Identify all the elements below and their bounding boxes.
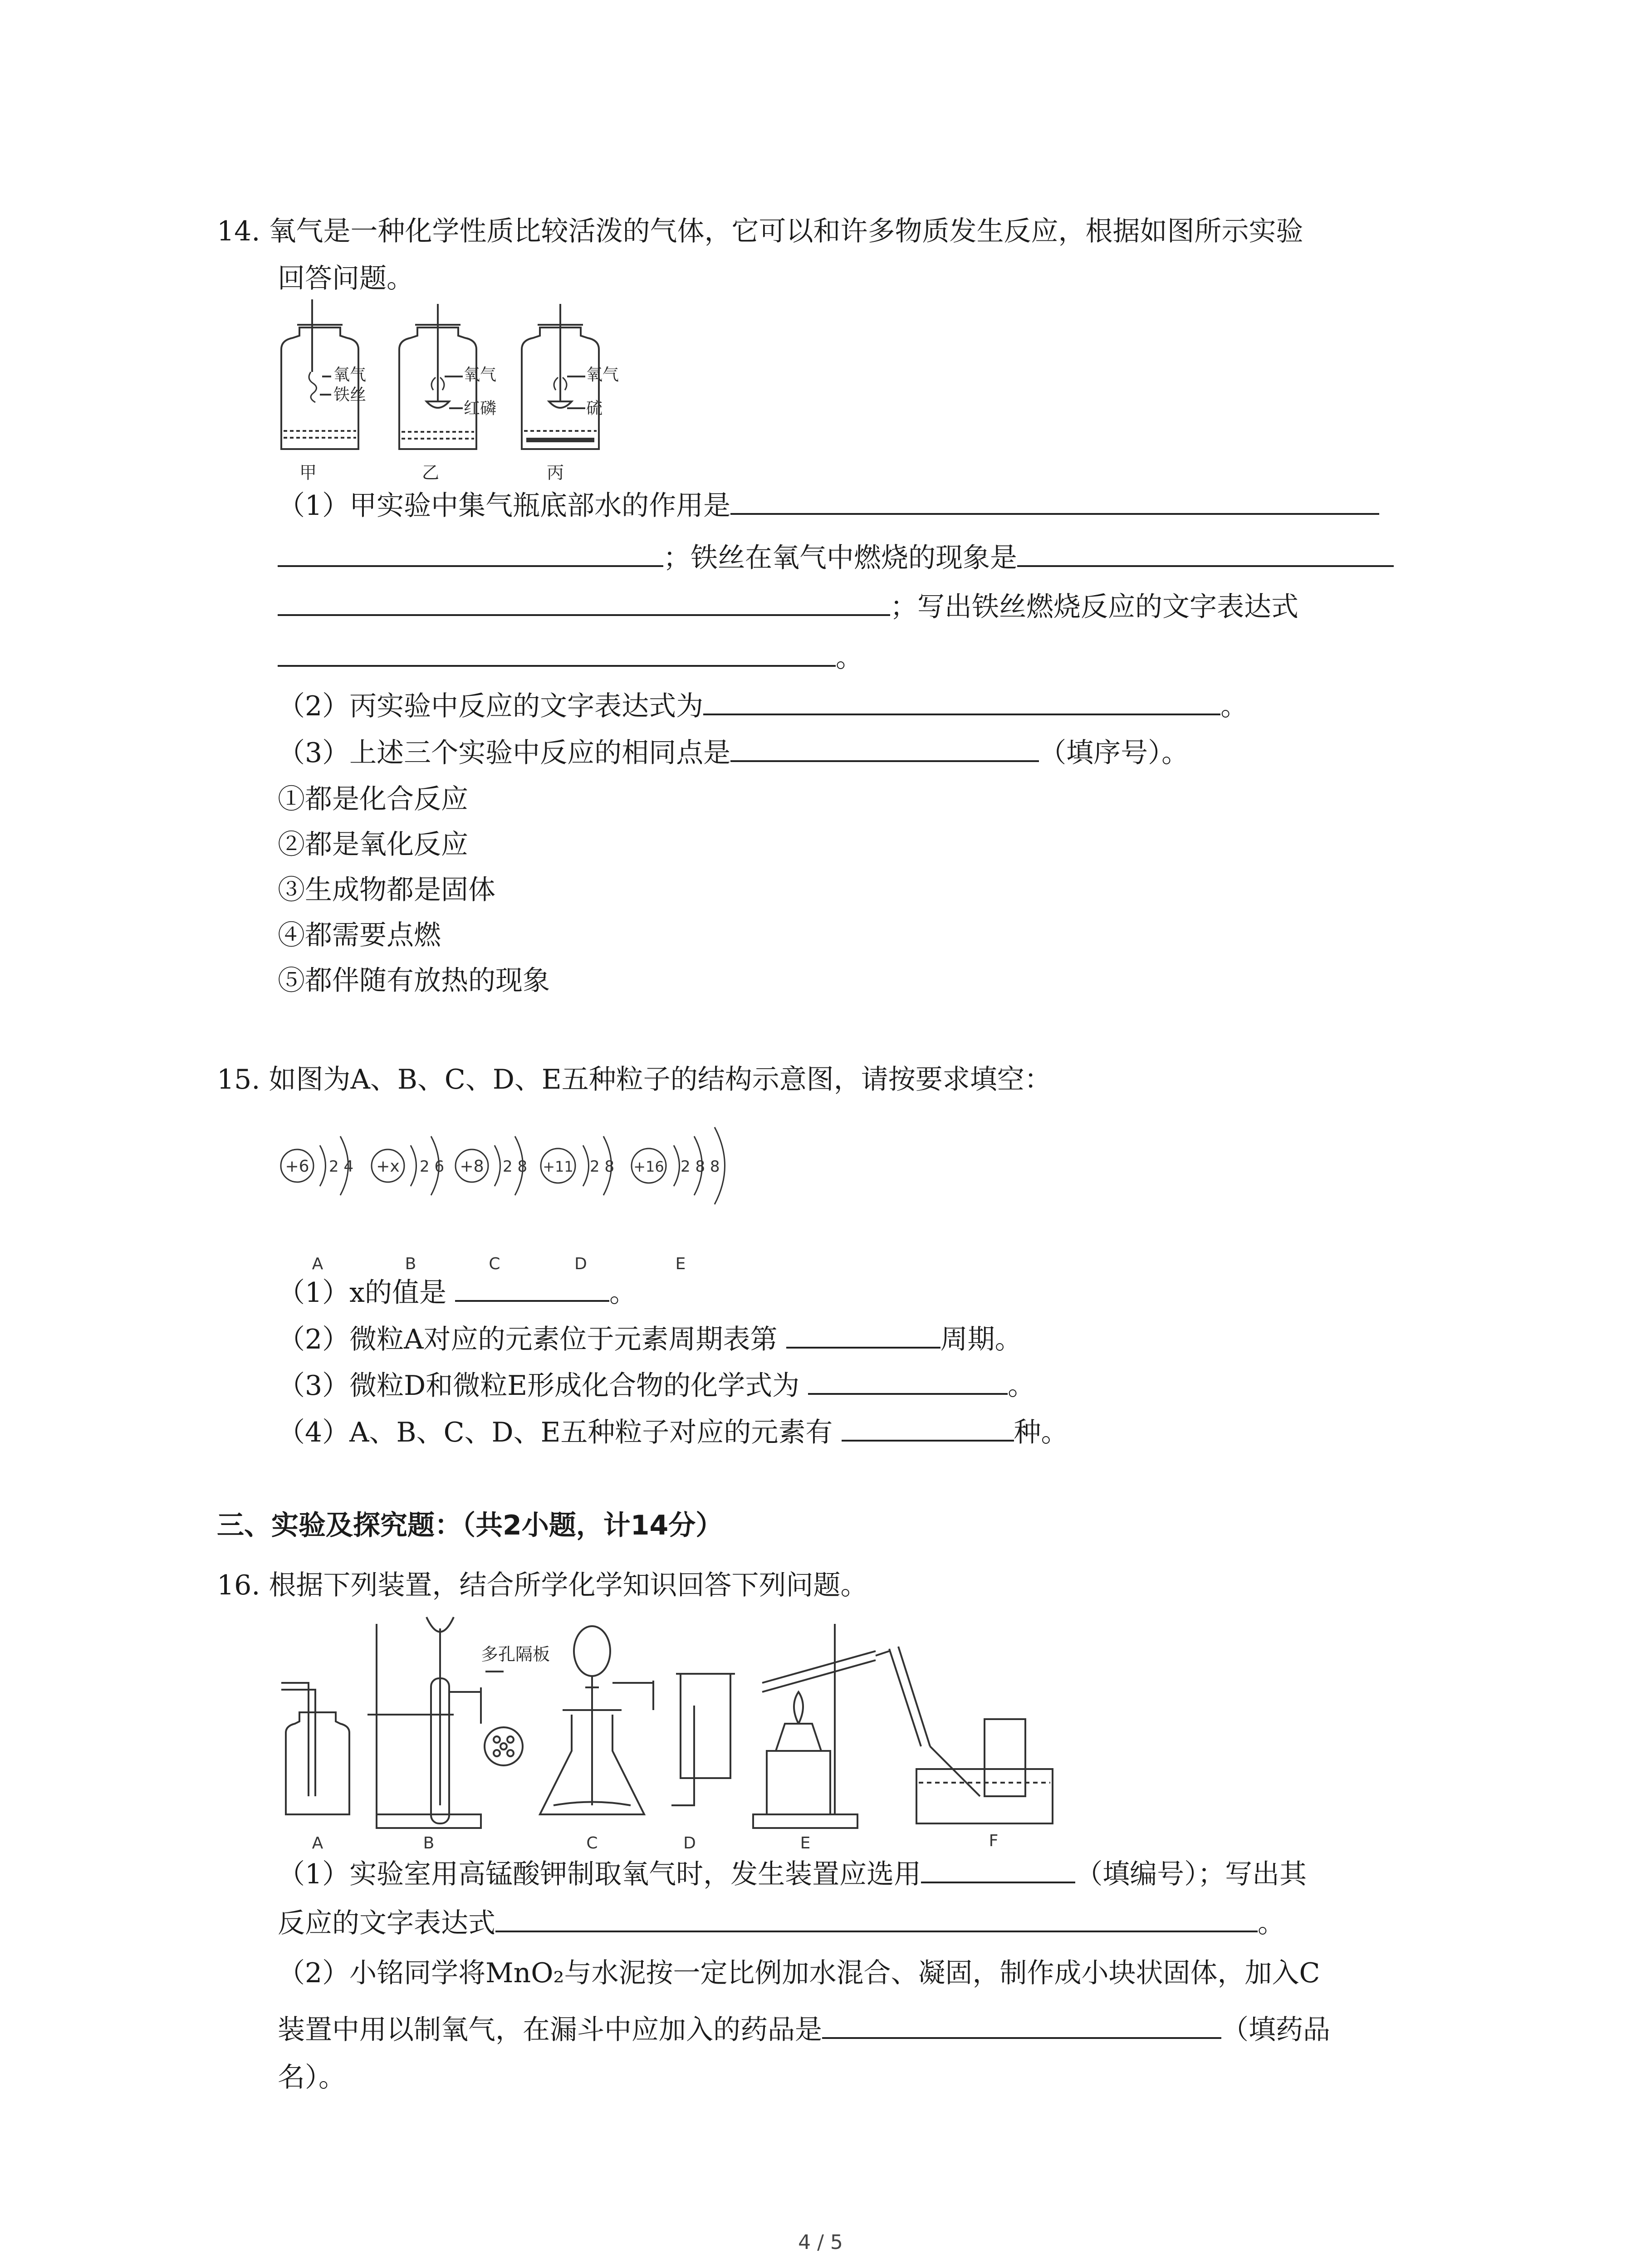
q14-part2-period: 。 bbox=[1220, 690, 1248, 722]
yi-oxygen-label: 氧气 bbox=[464, 366, 497, 384]
particle-b-nucleus: +x bbox=[376, 1157, 400, 1176]
particle-e-nucleus: +16 bbox=[633, 1158, 664, 1175]
apparatus-b-label: B bbox=[423, 1834, 435, 1853]
apparatus-c-label: C bbox=[586, 1834, 598, 1853]
particle-e-shells: 2 8 8 bbox=[681, 1158, 720, 1176]
particle-c-label: C bbox=[489, 1255, 500, 1273]
particle-a-label: A bbox=[312, 1255, 323, 1273]
q14-part2-text: （2）丙实验中反应的文字表达式为 bbox=[278, 690, 704, 722]
q14-part1-line1 bbox=[278, 488, 1379, 524]
q16-apparatus-figure bbox=[272, 1615, 1066, 1855]
caption-yi: 乙 bbox=[422, 463, 440, 481]
q16-part2-line2 bbox=[278, 2012, 1330, 2048]
q15-part4-end: 种。 bbox=[1014, 1417, 1068, 1448]
q14-part1-text-c: ；写出铁丝燃烧反应的文字表达式 bbox=[890, 591, 1298, 623]
q16-blank-equation[interactable] bbox=[495, 1905, 1258, 1932]
q14-part1-text-b: ；铁丝在氧气中燃烧的现象是 bbox=[663, 542, 1017, 574]
apparatus-e-label: E bbox=[800, 1834, 811, 1853]
apparatus-f-label: F bbox=[989, 1832, 999, 1850]
q15-part1-period: 。 bbox=[609, 1277, 637, 1309]
q16-blank-reagent[interactable] bbox=[822, 2012, 1221, 2039]
q14-part1-text-a: （1）甲实验中集气瓶底部水的作用是 bbox=[278, 490, 731, 522]
q14-blank-iron-phenomenon-cont[interactable] bbox=[278, 589, 890, 616]
q14-part3 bbox=[278, 735, 1189, 771]
q15-part1-text: （1）x的值是 bbox=[278, 1277, 447, 1309]
q16-part1-text-b: （填编号）；写出其 bbox=[1075, 1858, 1307, 1890]
q14-part1-period: 。 bbox=[836, 642, 863, 674]
page-number: 4 / 5 bbox=[798, 2231, 843, 2254]
q15-blank-x-value[interactable] bbox=[455, 1275, 609, 1302]
q14-blank-water-role-cont[interactable] bbox=[278, 540, 663, 567]
q14-option-1: ①都是化合反应 bbox=[278, 783, 468, 815]
q14-stem-line2: 回答问题。 bbox=[278, 263, 414, 294]
q14-gas-jar-figure bbox=[272, 299, 662, 481]
jia-iron-wire-label: 铁丝 bbox=[333, 386, 367, 404]
q15-part4-text: （4）A、B、C、D、E五种粒子对应的元素有 bbox=[278, 1417, 833, 1448]
bing-sulfur-label: 硫 bbox=[586, 399, 603, 418]
q15-part2-end: 周期。 bbox=[940, 1324, 1022, 1355]
particle-b-shells: 2 6 bbox=[420, 1158, 445, 1176]
q14-blank-water-role[interactable] bbox=[730, 488, 1379, 515]
porous-plate-label: 多孔隔板 bbox=[481, 1644, 550, 1664]
q15-part3-text: （3）微粒D和微粒E形成化合物的化学式为 bbox=[278, 1370, 800, 1402]
q14-option-4: ④都需要点燃 bbox=[278, 919, 441, 951]
particle-d-shells: 2 8 bbox=[590, 1158, 615, 1176]
q14-stem-line1: 14. 氧气是一种化学性质比较活泼的气体，它可以和许多物质发生反应，根据如图所示实验 bbox=[217, 215, 1303, 247]
q16-part1-line1 bbox=[278, 1856, 1307, 1892]
q16-part1-text-c: 反应的文字表达式 bbox=[278, 1907, 495, 1939]
apparatus-d-label: D bbox=[683, 1834, 696, 1853]
q14-blank-common-points[interactable] bbox=[730, 735, 1039, 762]
q15-blank-element-count[interactable] bbox=[842, 1414, 1014, 1442]
q15-part1 bbox=[278, 1275, 637, 1311]
section3-heading: 三、实验及探究题：（共2小题，计14分） bbox=[217, 1510, 723, 1541]
q15-part4 bbox=[278, 1414, 1068, 1451]
q14-part3-text: （3）上述三个实验中反应的相同点是 bbox=[278, 737, 731, 769]
bing-oxygen-label: 氧气 bbox=[586, 366, 619, 384]
q14-option-5: ⑤都伴随有放热的现象 bbox=[278, 965, 550, 997]
q16-part2-line1: （2）小铭同学将MnO₂与水泥按一定比例加水混合、凝固，制作成小块状固体，加入C bbox=[278, 1957, 1320, 1989]
q16-part1-line2 bbox=[278, 1905, 1285, 1941]
q14-part1-line3 bbox=[278, 589, 1298, 625]
q14-part2 bbox=[278, 688, 1248, 724]
particle-a-shells: 2 4 bbox=[329, 1158, 354, 1176]
q14-blank-sulfur-equation[interactable] bbox=[703, 688, 1220, 715]
q15-part2 bbox=[278, 1321, 1022, 1358]
q15-part2-text: （2）微粒A对应的元素位于元素周期表第 bbox=[278, 1324, 778, 1355]
q14-part1-line2 bbox=[278, 540, 1394, 576]
particle-e-label: E bbox=[675, 1255, 686, 1273]
q16-part2-text-c: （填药品 bbox=[1221, 2014, 1330, 2046]
apparatus-a-label: A bbox=[312, 1834, 323, 1853]
caption-bing: 丙 bbox=[547, 463, 564, 481]
particle-d-nucleus: +11 bbox=[543, 1158, 573, 1175]
q16-part1-period: 。 bbox=[1258, 1907, 1285, 1939]
q14-blank-iron-equation[interactable] bbox=[278, 640, 836, 667]
caption-jia: 甲 bbox=[299, 463, 317, 481]
q16-part2-text-b: 装置中用以制氧气，在漏斗中应加入的药品是 bbox=[278, 2014, 822, 2046]
q15-part3-period: 。 bbox=[1008, 1370, 1035, 1402]
q16-part2-line3: 名）。 bbox=[278, 2062, 346, 2093]
q14-blank-iron-phenomenon[interactable] bbox=[1017, 540, 1394, 567]
q15-stem: 15. 如图为A、B、C、D、E五种粒子的结构示意图，请按要求填空： bbox=[217, 1064, 1052, 1095]
q15-atomic-structure-figure bbox=[272, 1107, 749, 1279]
particle-a-nucleus: +6 bbox=[285, 1157, 309, 1176]
particle-c-shells: 2 8 bbox=[503, 1158, 528, 1176]
q16-part1-text-a: （1）实验室用高锰酸钾制取氧气时，发生装置应选用 bbox=[278, 1858, 921, 1890]
q14-option-2: ②都是氧化反应 bbox=[278, 829, 468, 860]
particle-d-label: D bbox=[574, 1255, 587, 1273]
q16-stem: 16. 根据下列装置，结合所学化学知识回答下列问题。 bbox=[217, 1569, 868, 1601]
q16-blank-device[interactable] bbox=[921, 1856, 1075, 1883]
particle-b-label: B bbox=[405, 1255, 416, 1273]
q14-part3-end: （填序号）。 bbox=[1039, 737, 1189, 769]
q15-blank-period[interactable] bbox=[786, 1321, 941, 1349]
yi-red-phosphorus-label: 红磷 bbox=[464, 399, 497, 418]
q14-part1-line4 bbox=[278, 640, 863, 676]
jia-oxygen-label: 氧气 bbox=[333, 366, 367, 384]
q14-option-3: ③生成物都是固体 bbox=[278, 874, 495, 906]
q15-part3 bbox=[278, 1368, 1035, 1404]
particle-c-nucleus: +8 bbox=[460, 1157, 484, 1176]
q15-blank-formula[interactable] bbox=[808, 1368, 1008, 1395]
